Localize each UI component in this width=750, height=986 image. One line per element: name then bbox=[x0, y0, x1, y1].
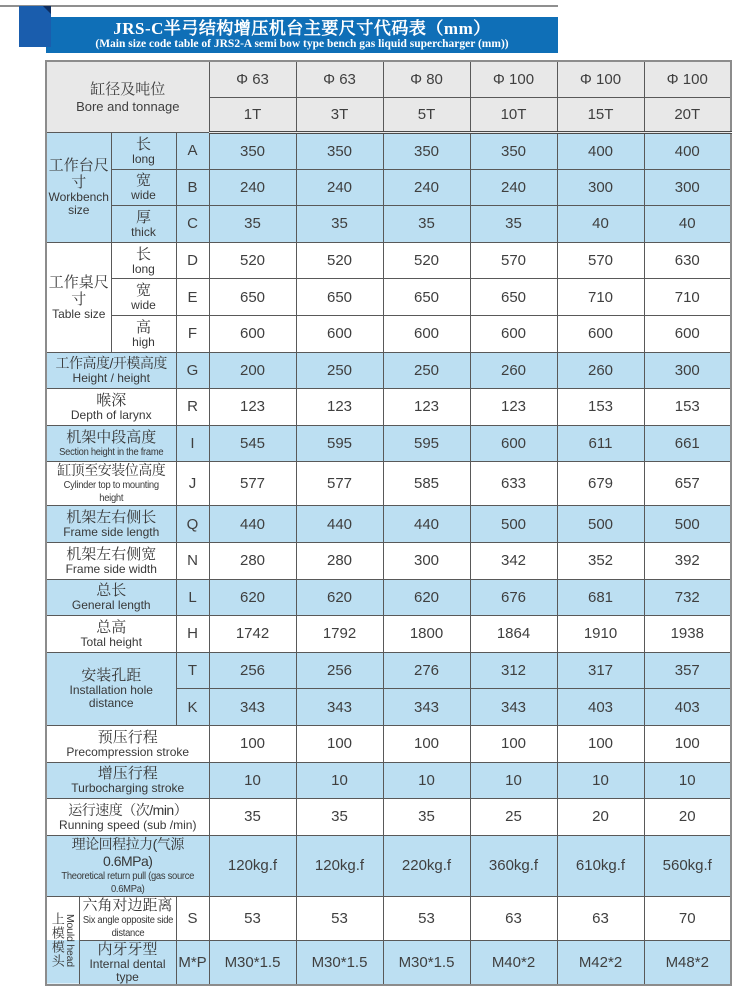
cell-value: 100 bbox=[296, 725, 383, 762]
cell-value: 560kg.f bbox=[644, 835, 731, 896]
cell-value: 20 bbox=[644, 799, 731, 836]
cell-value: 360kg.f bbox=[470, 835, 557, 896]
cell-value: 577 bbox=[209, 462, 296, 506]
cell-value: M30*1.5 bbox=[296, 940, 383, 985]
cell-value: 70 bbox=[644, 896, 731, 940]
label-en: Installation hole distance bbox=[69, 683, 153, 711]
cell-value: 1864 bbox=[470, 616, 557, 653]
cell-value: 400 bbox=[644, 133, 731, 170]
row-code: H bbox=[176, 616, 209, 653]
spec-table bbox=[45, 60, 732, 986]
cell-value: 350 bbox=[383, 133, 470, 170]
sub-label bbox=[111, 169, 176, 206]
tonnage-header: 15T bbox=[557, 98, 644, 133]
sub-label bbox=[111, 133, 176, 170]
cell-value: 35 bbox=[296, 206, 383, 243]
row-label bbox=[46, 762, 209, 799]
bore-header: Φ 80 bbox=[383, 61, 470, 98]
cell-value: 100 bbox=[470, 725, 557, 762]
label-en: Internal dental type bbox=[89, 956, 166, 984]
table-row bbox=[46, 133, 731, 170]
cell-value: 570 bbox=[470, 242, 557, 279]
cell-value: 577 bbox=[296, 462, 383, 506]
table-header bbox=[46, 61, 731, 133]
table-row bbox=[46, 462, 731, 506]
cell-value: M48*2 bbox=[644, 940, 731, 985]
cell-value: 1910 bbox=[557, 616, 644, 653]
label-en: wide bbox=[131, 188, 156, 203]
label-zh: 工作台尺寸 bbox=[48, 157, 109, 192]
cell-value: 1792 bbox=[296, 616, 383, 653]
label-zh: 宽 bbox=[135, 172, 151, 190]
label-zh: 安装孔距 bbox=[81, 667, 142, 685]
cell-value: 123 bbox=[296, 389, 383, 426]
cell-value: 600 bbox=[557, 315, 644, 352]
label-en: Running speed (sub /min) bbox=[59, 817, 197, 832]
label-zh: 机架左右侧宽 bbox=[66, 545, 157, 563]
row-code: Q bbox=[176, 506, 209, 543]
bore-header: Φ 100 bbox=[644, 61, 731, 98]
cell-value: 520 bbox=[296, 242, 383, 279]
table-row bbox=[46, 616, 731, 653]
cell-value: 620 bbox=[296, 579, 383, 616]
table-row bbox=[46, 542, 731, 579]
row-label bbox=[46, 799, 209, 836]
cell-value: 10 bbox=[644, 762, 731, 799]
cell-value: 53 bbox=[383, 896, 470, 940]
cell-value: 240 bbox=[209, 169, 296, 206]
row-label bbox=[46, 352, 176, 389]
cell-value: 200 bbox=[209, 352, 296, 389]
cell-value: 611 bbox=[557, 425, 644, 462]
label-zh: 预压行程 bbox=[97, 728, 158, 746]
cell-value: 676 bbox=[470, 579, 557, 616]
label-en: Depth of larynx bbox=[70, 407, 152, 422]
row-code: M*P bbox=[176, 940, 209, 985]
cell-value: 153 bbox=[644, 389, 731, 426]
cell-value: 280 bbox=[296, 542, 383, 579]
cell-value: 500 bbox=[644, 506, 731, 543]
bore-header: Φ 63 bbox=[296, 61, 383, 98]
table-body bbox=[46, 133, 731, 985]
cell-value: 350 bbox=[296, 133, 383, 170]
title-ribbon bbox=[46, 17, 558, 53]
group-label bbox=[46, 242, 111, 352]
label-zh: 缸顶至安装位高度 bbox=[57, 462, 166, 479]
row-code: G bbox=[176, 352, 209, 389]
row-code: C bbox=[176, 206, 209, 243]
label-en: Frame side width bbox=[65, 561, 157, 576]
page-subtitle: (Main size code table of JRS2-A semi bow type bench gas liquid supercharger (mm)) bbox=[95, 37, 509, 50]
row-label bbox=[46, 462, 176, 506]
cell-value: 10 bbox=[296, 762, 383, 799]
cell-value: 256 bbox=[209, 652, 296, 689]
cell-value: 352 bbox=[557, 542, 644, 579]
row-code: R bbox=[176, 389, 209, 426]
page-title: JRS-C半弓结构增压机台主要尺寸代码表（mm） bbox=[113, 18, 491, 38]
row-label bbox=[46, 389, 176, 426]
cell-value: 63 bbox=[557, 896, 644, 940]
cell-value: 710 bbox=[557, 279, 644, 316]
cell-value: 35 bbox=[470, 206, 557, 243]
bore-header: Φ 63 bbox=[209, 61, 296, 98]
cell-value: 35 bbox=[296, 799, 383, 836]
row-code: L bbox=[176, 579, 209, 616]
label-en: high bbox=[132, 334, 155, 349]
label-en: Six angle opposite side distance bbox=[82, 914, 173, 939]
row-code: B bbox=[176, 169, 209, 206]
cell-value: 585 bbox=[383, 462, 470, 506]
cell-value: 343 bbox=[296, 689, 383, 726]
cell-value: 240 bbox=[296, 169, 383, 206]
cell-value: 600 bbox=[383, 315, 470, 352]
table-row bbox=[46, 279, 731, 316]
cell-value: 300 bbox=[644, 169, 731, 206]
cell-value: 630 bbox=[644, 242, 731, 279]
cell-value: 600 bbox=[296, 315, 383, 352]
sub-label bbox=[111, 242, 176, 279]
table-row bbox=[46, 389, 731, 426]
cell-value: M30*1.5 bbox=[209, 940, 296, 985]
cell-value: 570 bbox=[557, 242, 644, 279]
label-en: Section height in the frame bbox=[59, 446, 164, 458]
cell-value: 35 bbox=[209, 206, 296, 243]
cell-value: 1800 bbox=[383, 616, 470, 653]
label-en: Height / height bbox=[72, 371, 150, 386]
cell-value: 100 bbox=[557, 725, 644, 762]
row-code: I bbox=[176, 425, 209, 462]
label-en: General length bbox=[71, 598, 151, 613]
cell-value: 260 bbox=[557, 352, 644, 389]
table-row bbox=[46, 652, 731, 689]
label-en: Table size bbox=[52, 306, 106, 321]
tonnage-header: 10T bbox=[470, 98, 557, 133]
cell-value: 500 bbox=[557, 506, 644, 543]
cell-value: 63 bbox=[470, 896, 557, 940]
label-zh: 工作桌尺寸 bbox=[48, 273, 109, 308]
cell-value: 343 bbox=[383, 689, 470, 726]
table-row bbox=[46, 940, 731, 985]
label-en: Precompression stroke bbox=[66, 744, 190, 759]
label-zh: 增压行程 bbox=[97, 765, 158, 783]
label-zh: 内牙牙型 bbox=[97, 940, 158, 958]
table-row bbox=[46, 799, 731, 836]
cell-value: 312 bbox=[470, 652, 557, 689]
tonnage-header: 3T bbox=[296, 98, 383, 133]
cell-value: 100 bbox=[644, 725, 731, 762]
cell-value: 300 bbox=[644, 352, 731, 389]
cell-value: 732 bbox=[644, 579, 731, 616]
cell-value: 240 bbox=[470, 169, 557, 206]
cell-value: 250 bbox=[296, 352, 383, 389]
cell-value: 276 bbox=[383, 652, 470, 689]
cell-value: 35 bbox=[209, 799, 296, 836]
cell-value: 610kg.f bbox=[557, 835, 644, 896]
label-zh: 喉深 bbox=[96, 391, 127, 409]
row-label bbox=[46, 506, 176, 543]
vertical-label-en: Mould head bbox=[63, 913, 76, 967]
tonnage-header: 5T bbox=[383, 98, 470, 133]
label-zh: 工作高度/开模高度 bbox=[55, 355, 167, 372]
cell-value: 650 bbox=[209, 279, 296, 316]
row-label bbox=[46, 835, 209, 896]
cell-value: 620 bbox=[383, 579, 470, 616]
vertical-label-zh: 上模模头 bbox=[49, 912, 65, 969]
cell-value: 650 bbox=[470, 279, 557, 316]
cell-value: M30*1.5 bbox=[383, 940, 470, 985]
header-label-zh: 缸径及吨位 bbox=[90, 80, 166, 98]
row-code: D bbox=[176, 242, 209, 279]
sub-label bbox=[111, 206, 176, 243]
cell-value: 440 bbox=[209, 506, 296, 543]
cell-value: 440 bbox=[296, 506, 383, 543]
cell-value: 100 bbox=[209, 725, 296, 762]
table-row bbox=[46, 169, 731, 206]
label-zh: 长 bbox=[135, 245, 151, 263]
cell-value: 357 bbox=[644, 652, 731, 689]
row-code: J bbox=[176, 462, 209, 506]
cell-value: 40 bbox=[557, 206, 644, 243]
tonnage-header: 20T bbox=[644, 98, 731, 133]
cell-value: 123 bbox=[383, 389, 470, 426]
label-en: Total height bbox=[80, 634, 142, 649]
cell-value: 53 bbox=[209, 896, 296, 940]
cell-value: 35 bbox=[383, 799, 470, 836]
cell-value: 250 bbox=[383, 352, 470, 389]
label-en: wide bbox=[131, 298, 156, 313]
cell-value: 500 bbox=[470, 506, 557, 543]
cell-value: 123 bbox=[470, 389, 557, 426]
table-row bbox=[46, 352, 731, 389]
row-label bbox=[46, 425, 176, 462]
cell-value: 350 bbox=[209, 133, 296, 170]
cell-value: 10 bbox=[470, 762, 557, 799]
row-code: S bbox=[176, 896, 209, 940]
cell-value: 256 bbox=[296, 652, 383, 689]
row-label bbox=[46, 616, 176, 653]
label-en: Theoretical return pull (gas source 0.6MPa) bbox=[61, 870, 195, 895]
cell-value: 40 bbox=[644, 206, 731, 243]
header-row-bore bbox=[46, 61, 731, 98]
table-row bbox=[46, 506, 731, 543]
label-en: thick bbox=[131, 224, 156, 239]
cell-value: 440 bbox=[383, 506, 470, 543]
cell-value: 53 bbox=[296, 896, 383, 940]
label-zh: 机架左右侧长 bbox=[66, 509, 157, 527]
label-en: Turbocharging stroke bbox=[71, 781, 185, 796]
header-label bbox=[46, 61, 209, 133]
row-code: N bbox=[176, 542, 209, 579]
label-en: Workbench size bbox=[48, 190, 109, 218]
row-label bbox=[79, 940, 176, 985]
cell-value: 10 bbox=[383, 762, 470, 799]
cell-value: 1742 bbox=[209, 616, 296, 653]
label-zh: 运行速度（次/min） bbox=[68, 801, 188, 818]
row-code: T bbox=[176, 652, 209, 689]
tonnage-header: 1T bbox=[209, 98, 296, 133]
cell-value: 300 bbox=[557, 169, 644, 206]
cell-value: 10 bbox=[557, 762, 644, 799]
label-zh: 厚 bbox=[135, 208, 151, 226]
cell-value: 657 bbox=[644, 462, 731, 506]
cell-value: 120kg.f bbox=[296, 835, 383, 896]
cell-value: 343 bbox=[470, 689, 557, 726]
row-code: E bbox=[176, 279, 209, 316]
sub-label bbox=[111, 315, 176, 352]
table-row bbox=[46, 725, 731, 762]
row-label bbox=[46, 579, 176, 616]
vertical-label-wrap bbox=[47, 904, 79, 977]
table-row bbox=[46, 835, 731, 896]
cell-value: 520 bbox=[209, 242, 296, 279]
label-zh: 理论回程拉力(气源0.6MPa) bbox=[71, 835, 184, 869]
cell-value: 661 bbox=[644, 425, 731, 462]
row-label bbox=[46, 542, 176, 579]
table-row bbox=[46, 242, 731, 279]
cell-value: 260 bbox=[470, 352, 557, 389]
label-zh: 六角对边距离 bbox=[82, 896, 173, 914]
cell-value: 650 bbox=[383, 279, 470, 316]
header-label-en: Bore and tonnage bbox=[76, 98, 180, 114]
group-label bbox=[46, 652, 176, 725]
cell-value: 35 bbox=[383, 206, 470, 243]
cell-value: 679 bbox=[557, 462, 644, 506]
cell-value: 710 bbox=[644, 279, 731, 316]
cell-value: 317 bbox=[557, 652, 644, 689]
label-zh: 长 bbox=[135, 135, 151, 153]
bore-header: Φ 100 bbox=[470, 61, 557, 98]
cell-value: 600 bbox=[644, 315, 731, 352]
cell-value: 343 bbox=[209, 689, 296, 726]
label-en: long bbox=[132, 261, 155, 276]
cell-value: 220kg.f bbox=[383, 835, 470, 896]
cell-value: 595 bbox=[383, 425, 470, 462]
cell-value: 403 bbox=[644, 689, 731, 726]
cell-value: 240 bbox=[383, 169, 470, 206]
table-row bbox=[46, 206, 731, 243]
label-zh: 机架中段高度 bbox=[66, 428, 157, 446]
cell-value: 520 bbox=[383, 242, 470, 279]
cell-value: 400 bbox=[557, 133, 644, 170]
row-code: A bbox=[176, 133, 209, 170]
cell-value: 10 bbox=[209, 762, 296, 799]
group-label bbox=[46, 133, 111, 243]
cell-value: 650 bbox=[296, 279, 383, 316]
cell-value: 545 bbox=[209, 425, 296, 462]
cell-value: 300 bbox=[383, 542, 470, 579]
table-row bbox=[46, 425, 731, 462]
label-zh: 总长 bbox=[96, 582, 127, 600]
cell-value: 350 bbox=[470, 133, 557, 170]
cell-value: 280 bbox=[209, 542, 296, 579]
table-row bbox=[46, 896, 731, 940]
label-en: Frame side length bbox=[63, 525, 160, 540]
sub-label bbox=[111, 279, 176, 316]
table-row bbox=[46, 315, 731, 352]
table-row bbox=[46, 579, 731, 616]
cell-value: 403 bbox=[557, 689, 644, 726]
cell-value: 100 bbox=[383, 725, 470, 762]
row-code: K bbox=[176, 689, 209, 726]
row-label bbox=[79, 896, 176, 940]
cell-value: 600 bbox=[470, 315, 557, 352]
cell-value: 620 bbox=[209, 579, 296, 616]
cell-value: 633 bbox=[470, 462, 557, 506]
cell-value: 681 bbox=[557, 579, 644, 616]
label-en: Cylinder top to mounting height bbox=[63, 480, 159, 505]
cell-value: 153 bbox=[557, 389, 644, 426]
cell-value: 595 bbox=[296, 425, 383, 462]
row-label bbox=[46, 725, 209, 762]
cell-value: 25 bbox=[470, 799, 557, 836]
row-code: F bbox=[176, 315, 209, 352]
top-rule bbox=[0, 5, 558, 7]
cell-value: 600 bbox=[209, 315, 296, 352]
label-en: long bbox=[132, 151, 155, 166]
cell-value: 120kg.f bbox=[209, 835, 296, 896]
cell-value: 1938 bbox=[644, 616, 731, 653]
cell-value: 600 bbox=[470, 425, 557, 462]
vertical-group-label bbox=[46, 896, 79, 985]
cell-value: 20 bbox=[557, 799, 644, 836]
ribbon-fold-triangle bbox=[43, 6, 51, 14]
cell-value: 342 bbox=[470, 542, 557, 579]
cell-value: M42*2 bbox=[557, 940, 644, 985]
cell-value: 123 bbox=[209, 389, 296, 426]
label-zh: 宽 bbox=[135, 282, 151, 300]
label-zh: 高 bbox=[135, 318, 151, 336]
label-zh: 总高 bbox=[96, 618, 127, 636]
cell-value: M40*2 bbox=[470, 940, 557, 985]
bore-header: Φ 100 bbox=[557, 61, 644, 98]
table-row bbox=[46, 762, 731, 799]
cell-value: 392 bbox=[644, 542, 731, 579]
